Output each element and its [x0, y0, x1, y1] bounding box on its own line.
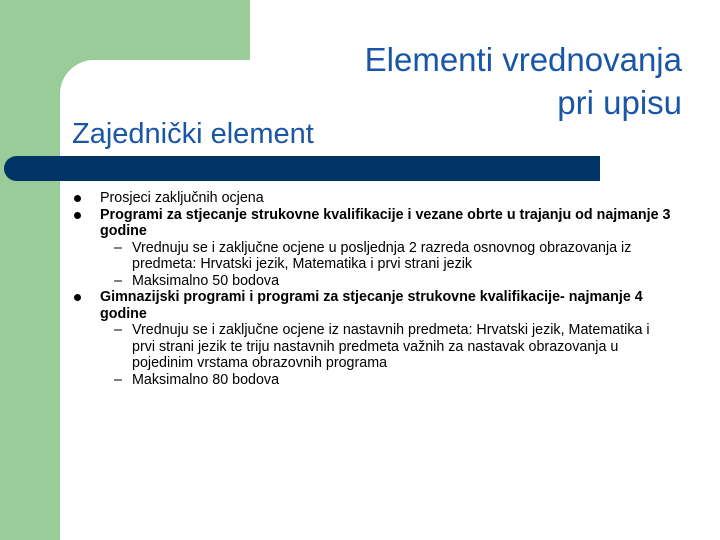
dash-icon: –	[114, 272, 122, 289]
sub-list-item	[72, 240, 672, 273]
title-line-1: Elementi vrednovanja	[364, 41, 682, 78]
list-item	[72, 289, 672, 322]
sub-list-item-text: Vrednuju se i zaključne ocjene u posljednja 2 razreda osnovnog obrazovanja iz predmeta: Hrvatski jezik, Matematika i prvi strani jezik	[132, 239, 632, 272]
dash-icon: –	[114, 322, 122, 338]
dash-icon: –	[114, 239, 122, 256]
dash-icon: –	[114, 371, 122, 388]
list-item	[72, 190, 672, 207]
list-item	[72, 207, 672, 240]
sub-list-item	[72, 322, 672, 372]
left-green-band	[0, 0, 60, 540]
title-divider-bar	[4, 156, 600, 181]
sub-list-item	[72, 273, 672, 290]
sub-list-item	[72, 372, 672, 389]
list-item-text: Prosjeci zaključnih ocjena	[100, 190, 264, 206]
sub-list-item-text: Vrednuju se i zaključne ocjene iz nastavnih predmeta: Hrvatski jezik, Matematika i prvi strani jezik te triju nastavnih predmeta važnih za nastavak obrazovanja u pojedinim vrstama obrazovnih programa	[132, 322, 650, 371]
slide-title	[365, 38, 682, 124]
bullet-icon	[74, 294, 81, 301]
bullet-icon	[74, 195, 81, 202]
list-item-text: Programi za stjecanje strukovne kvalifikacije i vezane obrte u trajanju od najmanje 3 godine	[100, 206, 671, 239]
bullet-icon	[74, 212, 81, 219]
slide-subtitle: Zajednički element	[72, 118, 314, 150]
title-line-2: pri upisu	[557, 84, 682, 121]
sub-list-item-text: Maksimalno 50 bodova	[132, 272, 280, 289]
bullet-list	[72, 190, 672, 388]
list-item-text: Gimnazijski programi i programi za stjecanje strukovne kvalifikacije- najmanje 4 godine	[100, 289, 643, 322]
sub-list-item-text: Maksimalno 80 bodova	[132, 371, 280, 388]
